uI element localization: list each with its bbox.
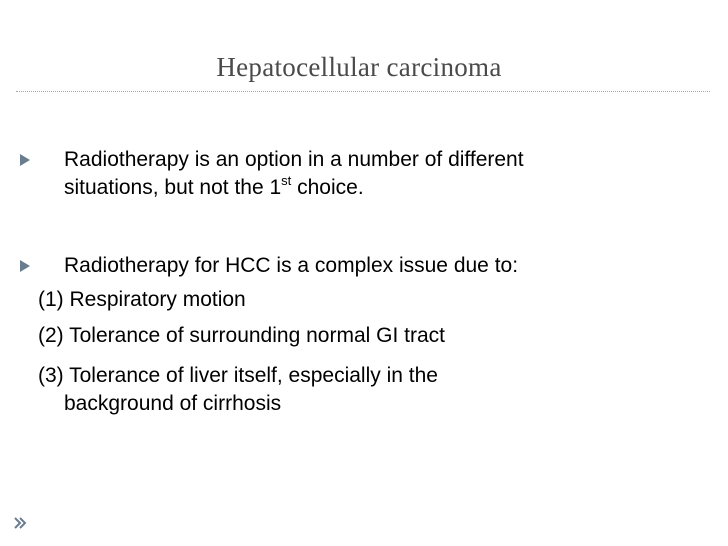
list-item: (3) Tolerance of liver itself, especially in the xyxy=(38,364,438,387)
bullet-2-line-1: Radiotherapy for HCC is a complex issue due to: xyxy=(64,254,519,277)
bullet-1-line-1: Radiotherapy is an option in a number of different xyxy=(64,148,524,171)
list-item: (1) Respiratory motion xyxy=(38,288,246,311)
ordinal-superscript: st xyxy=(281,173,292,188)
double-chevron-right-icon xyxy=(12,515,28,531)
bullet-1-text-b: choice. xyxy=(291,176,364,199)
list-item: (2) Tolerance of surrounding normal GI tract xyxy=(38,324,445,347)
bullet-1-text-a: situations, but not the 1 xyxy=(64,176,282,199)
bullet-1-line-2 xyxy=(64,173,364,200)
triangle-bullet-icon xyxy=(20,154,30,166)
slide-title-text: Hepatocellular carcinoma xyxy=(216,52,502,82)
list-item-continuation: background of cirrhosis xyxy=(64,392,282,415)
triangle-bullet-icon xyxy=(20,260,30,272)
